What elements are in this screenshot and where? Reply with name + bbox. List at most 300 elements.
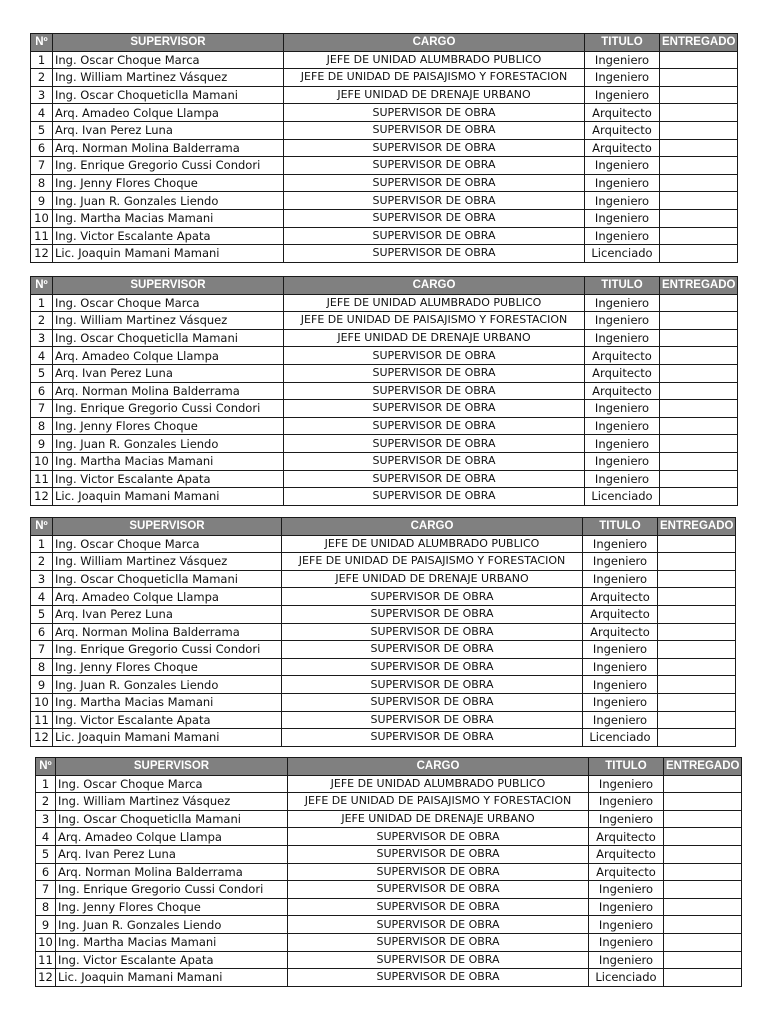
cell-supervisor: Ing. William Martinez Vásquez: [56, 793, 288, 811]
cell-cargo: SUPERVISOR DE OBRA: [282, 676, 583, 694]
table-row: [31, 452, 738, 470]
table-row: [36, 793, 742, 811]
cell-titulo: Ingeniero: [583, 570, 658, 588]
cell-supervisor: Ing. Victor Escalante Apata: [56, 951, 288, 969]
cell-entregado[interactable]: [660, 312, 738, 330]
cell-titulo: Arquitecto: [585, 382, 660, 400]
cell-cargo: SUPERVISOR DE OBRA: [284, 209, 585, 227]
cell-supervisor: Ing. William Martinez Vásquez: [53, 553, 282, 571]
table-row: [36, 933, 742, 951]
cell-num: 5: [31, 121, 53, 139]
cell-entregado[interactable]: [664, 845, 742, 863]
cell-cargo: SUPERVISOR DE OBRA: [284, 139, 585, 157]
cell-entregado[interactable]: [658, 570, 736, 588]
table-row: [36, 969, 742, 987]
cell-titulo: Ingeniero: [583, 641, 658, 659]
cell-cargo: SUPERVISOR DE OBRA: [282, 588, 583, 606]
cell-num: 1: [31, 294, 53, 312]
cell-titulo: Arquitecto: [585, 121, 660, 139]
header-num: Nº: [36, 758, 56, 776]
cell-cargo: SUPERVISOR DE OBRA: [284, 470, 585, 488]
header-num: Nº: [31, 34, 53, 52]
table-header-row: [36, 758, 742, 776]
header-entregado: ENTREGADO: [664, 758, 742, 776]
table-row: [31, 157, 738, 175]
cell-entregado[interactable]: [660, 104, 738, 122]
cell-cargo: SUPERVISOR DE OBRA: [284, 192, 585, 210]
cell-supervisor: Ing. Victor Escalante Apata: [53, 470, 284, 488]
header-cargo: CARGO: [288, 758, 589, 776]
cell-supervisor: Ing. Juan R. Gonzales Liendo: [53, 676, 282, 694]
cell-cargo: SUPERVISOR DE OBRA: [284, 435, 585, 453]
cell-cargo: JEFE UNIDAD DE DRENAJE URBANO: [288, 810, 589, 828]
table-row: [36, 916, 742, 934]
cell-num: 12: [31, 488, 53, 506]
cell-num: 10: [36, 933, 56, 951]
cell-cargo: JEFE UNIDAD DE DRENAJE URBANO: [284, 329, 585, 347]
cell-supervisor: Ing. Oscar Choqueticlla Mamani: [53, 329, 284, 347]
cell-entregado[interactable]: [660, 227, 738, 245]
supervisor-table-2: [30, 276, 738, 506]
cell-titulo: Ingeniero: [585, 435, 660, 453]
cell-cargo: SUPERVISOR DE OBRA: [284, 452, 585, 470]
header-num: Nº: [31, 518, 53, 536]
cell-supervisor: Ing. William Martinez Vásquez: [53, 312, 284, 330]
cell-titulo: Ingeniero: [589, 951, 664, 969]
cell-entregado[interactable]: [664, 881, 742, 899]
table-row: [31, 729, 736, 747]
cell-cargo: SUPERVISOR DE OBRA: [282, 623, 583, 641]
table-header-row: [31, 518, 736, 536]
cell-num: 12: [31, 729, 53, 747]
cell-entregado[interactable]: [664, 863, 742, 881]
cell-supervisor: Ing. Juan R. Gonzales Liendo: [56, 916, 288, 934]
header-cargo: CARGO: [284, 34, 585, 52]
cell-entregado[interactable]: [658, 605, 736, 623]
cell-titulo: Ingeniero: [585, 452, 660, 470]
cell-titulo: Ingeniero: [583, 711, 658, 729]
table-row: [31, 658, 736, 676]
cell-supervisor: Ing. Victor Escalante Apata: [53, 227, 284, 245]
cell-cargo: SUPERVISOR DE OBRA: [284, 104, 585, 122]
cell-num: 3: [31, 329, 53, 347]
cell-supervisor: Ing. Jenny Flores Choque: [53, 174, 284, 192]
cell-num: 9: [36, 916, 56, 934]
cell-titulo: Ingeniero: [585, 174, 660, 192]
cell-supervisor: Arq. Ivan Perez Luna: [53, 364, 284, 382]
cell-entregado[interactable]: [660, 364, 738, 382]
cell-supervisor: Ing. Victor Escalante Apata: [53, 711, 282, 729]
table-row: [31, 588, 736, 606]
cell-supervisor: Ing. Oscar Choqueticlla Mamani: [53, 86, 284, 104]
table-row: [36, 863, 742, 881]
header-entregado: ENTREGADO: [660, 277, 738, 295]
cell-num: 2: [36, 793, 56, 811]
cell-titulo: Ingeniero: [583, 676, 658, 694]
cell-cargo: SUPERVISOR DE OBRA: [288, 881, 589, 899]
cell-entregado[interactable]: [658, 658, 736, 676]
cell-supervisor: Arq. Norman Molina Balderrama: [53, 382, 284, 400]
cell-entregado[interactable]: [664, 951, 742, 969]
cell-supervisor: Ing. Jenny Flores Choque: [53, 417, 284, 435]
cell-titulo: Ingeniero: [585, 312, 660, 330]
cell-titulo: Arquitecto: [589, 828, 664, 846]
cell-supervisor: Ing. Oscar Choqueticlla Mamani: [56, 810, 288, 828]
cell-num: 10: [31, 452, 53, 470]
cell-num: 4: [36, 828, 56, 846]
cell-titulo: Arquitecto: [589, 863, 664, 881]
table-row: [31, 227, 738, 245]
supervisor-table-1: [30, 33, 738, 263]
cell-entregado[interactable]: [664, 810, 742, 828]
cell-entregado[interactable]: [660, 382, 738, 400]
cell-supervisor: Ing. Oscar Choque Marca: [53, 51, 284, 69]
table-row: [31, 245, 738, 263]
cell-titulo: Ingeniero: [585, 69, 660, 87]
cell-supervisor: Ing. Oscar Choqueticlla Mamani: [53, 570, 282, 588]
cell-num: 1: [31, 535, 53, 553]
cell-cargo: JEFE DE UNIDAD DE PAISAJISMO Y FORESTACION: [284, 69, 585, 87]
cell-titulo: Licenciado: [585, 245, 660, 263]
table-row: [31, 294, 738, 312]
table-row: [31, 174, 738, 192]
cell-num: 3: [36, 810, 56, 828]
cell-entregado[interactable]: [660, 470, 738, 488]
cell-entregado[interactable]: [660, 86, 738, 104]
cell-cargo: SUPERVISOR DE OBRA: [282, 641, 583, 659]
cell-entregado[interactable]: [664, 793, 742, 811]
table-row: [36, 775, 742, 793]
cell-num: 5: [36, 845, 56, 863]
cell-cargo: SUPERVISOR DE OBRA: [282, 658, 583, 676]
header-titulo: TITULO: [585, 34, 660, 52]
cell-cargo: JEFE DE UNIDAD ALUMBRADO PUBLICO: [284, 51, 585, 69]
supervisor-table-3: [30, 517, 736, 747]
cell-titulo: Ingeniero: [585, 51, 660, 69]
cell-num: 10: [31, 209, 53, 227]
cell-titulo: Ingeniero: [585, 400, 660, 418]
cell-entregado[interactable]: [658, 553, 736, 571]
cell-entregado[interactable]: [658, 588, 736, 606]
table-row: [31, 417, 738, 435]
cell-entregado[interactable]: [664, 969, 742, 987]
cell-titulo: Ingeniero: [585, 470, 660, 488]
cell-titulo: Arquitecto: [583, 605, 658, 623]
cell-num: 3: [31, 570, 53, 588]
cell-cargo: SUPERVISOR DE OBRA: [284, 227, 585, 245]
cell-num: 6: [36, 863, 56, 881]
header-num: Nº: [31, 277, 53, 295]
cell-cargo: SUPERVISOR DE OBRA: [284, 382, 585, 400]
table-row: [31, 382, 738, 400]
cell-titulo: Licenciado: [583, 729, 658, 747]
cell-entregado[interactable]: [660, 157, 738, 175]
cell-supervisor: Ing. Juan R. Gonzales Liendo: [53, 435, 284, 453]
cell-num: 8: [31, 174, 53, 192]
cell-num: 2: [31, 69, 53, 87]
cell-cargo: SUPERVISOR DE OBRA: [282, 693, 583, 711]
cell-cargo: SUPERVISOR DE OBRA: [288, 969, 589, 987]
cell-supervisor: Arq. Norman Molina Balderrama: [56, 863, 288, 881]
table-row: [31, 329, 738, 347]
cell-entregado[interactable]: [660, 347, 738, 365]
cell-entregado[interactable]: [660, 174, 738, 192]
cell-supervisor: Ing. Enrique Gregorio Cussi Condori: [53, 157, 284, 175]
cell-titulo: Ingeniero: [583, 553, 658, 571]
cell-entregado[interactable]: [660, 245, 738, 263]
cell-cargo: SUPERVISOR DE OBRA: [284, 488, 585, 506]
cell-cargo: JEFE DE UNIDAD ALUMBRADO PUBLICO: [284, 294, 585, 312]
cell-titulo: Ingeniero: [589, 933, 664, 951]
cell-entregado[interactable]: [664, 898, 742, 916]
cell-supervisor: Ing. Jenny Flores Choque: [53, 658, 282, 676]
table-row: [31, 312, 738, 330]
header-supervisor: SUPERVISOR: [53, 277, 284, 295]
cell-supervisor: Arq. Amadeo Colque Llampa: [53, 347, 284, 365]
cell-entregado[interactable]: [660, 294, 738, 312]
cell-cargo: JEFE DE UNIDAD ALUMBRADO PUBLICO: [282, 535, 583, 553]
cell-num: 11: [31, 711, 53, 729]
cell-supervisor: Arq. Amadeo Colque Llampa: [56, 828, 288, 846]
cell-entregado[interactable]: [658, 711, 736, 729]
cell-supervisor: Ing. Jenny Flores Choque: [56, 898, 288, 916]
cell-num: 4: [31, 347, 53, 365]
cell-cargo: SUPERVISOR DE OBRA: [284, 157, 585, 175]
table-row: [36, 898, 742, 916]
cell-supervisor: Ing. Oscar Choque Marca: [53, 294, 284, 312]
cell-entregado[interactable]: [660, 51, 738, 69]
table-row: [31, 641, 736, 659]
cell-entregado[interactable]: [664, 916, 742, 934]
cell-num: 9: [31, 435, 53, 453]
table-row: [31, 711, 736, 729]
table-row: [31, 139, 738, 157]
cell-num: 7: [36, 881, 56, 899]
table-row: [36, 845, 742, 863]
cell-cargo: JEFE DE UNIDAD DE PAISAJISMO Y FORESTACION: [282, 553, 583, 571]
table-row: [31, 104, 738, 122]
cell-titulo: Arquitecto: [585, 364, 660, 382]
cell-titulo: Ingeniero: [589, 793, 664, 811]
cell-supervisor: Lic. Joaquin Mamani Mamani: [53, 488, 284, 506]
cell-supervisor: Ing. Oscar Choque Marca: [53, 535, 282, 553]
cell-entregado[interactable]: [660, 209, 738, 227]
cell-titulo: Ingeniero: [583, 693, 658, 711]
table-row: [31, 570, 736, 588]
cell-entregado[interactable]: [660, 139, 738, 157]
cell-cargo: JEFE DE UNIDAD DE PAISAJISMO Y FORESTACION: [288, 793, 589, 811]
cell-titulo: Ingeniero: [589, 881, 664, 899]
cell-entregado[interactable]: [664, 775, 742, 793]
cell-entregado[interactable]: [660, 452, 738, 470]
table-row: [36, 881, 742, 899]
cell-entregado[interactable]: [664, 828, 742, 846]
table-row: [31, 676, 736, 694]
cell-num: 2: [31, 312, 53, 330]
cell-num: 11: [31, 470, 53, 488]
cell-cargo: JEFE DE UNIDAD DE PAISAJISMO Y FORESTACION: [284, 312, 585, 330]
cell-supervisor: Ing. Enrique Gregorio Cussi Condori: [53, 641, 282, 659]
cell-supervisor: Arq. Ivan Perez Luna: [56, 845, 288, 863]
cell-supervisor: Ing. Martha Macias Mamani: [53, 452, 284, 470]
cell-cargo: SUPERVISOR DE OBRA: [288, 951, 589, 969]
cell-supervisor: Ing. Enrique Gregorio Cussi Condori: [56, 881, 288, 899]
cell-supervisor: Ing. Martha Macias Mamani: [53, 693, 282, 711]
cell-cargo: JEFE UNIDAD DE DRENAJE URBANO: [284, 86, 585, 104]
table-row: [31, 488, 738, 506]
header-cargo: CARGO: [282, 518, 583, 536]
cell-supervisor: Ing. Juan R. Gonzales Liendo: [53, 192, 284, 210]
cell-titulo: Ingeniero: [583, 658, 658, 676]
cell-titulo: Ingeniero: [589, 916, 664, 934]
table-row: [36, 828, 742, 846]
cell-cargo: SUPERVISOR DE OBRA: [282, 729, 583, 747]
cell-num: 11: [36, 951, 56, 969]
cell-num: 6: [31, 623, 53, 641]
cell-entregado[interactable]: [660, 400, 738, 418]
cell-titulo: Arquitecto: [585, 104, 660, 122]
cell-num: 8: [36, 898, 56, 916]
cell-titulo: Licenciado: [589, 969, 664, 987]
cell-entregado[interactable]: [658, 623, 736, 641]
table-row: [31, 470, 738, 488]
cell-cargo: SUPERVISOR DE OBRA: [288, 828, 589, 846]
cell-titulo: Ingeniero: [585, 227, 660, 245]
cell-entregado[interactable]: [658, 641, 736, 659]
cell-num: 6: [31, 382, 53, 400]
cell-cargo: SUPERVISOR DE OBRA: [284, 245, 585, 263]
supervisor-table-4: [35, 757, 742, 987]
cell-entregado[interactable]: [658, 729, 736, 747]
header-supervisor: SUPERVISOR: [53, 518, 282, 536]
cell-entregado[interactable]: [660, 329, 738, 347]
cell-entregado[interactable]: [660, 121, 738, 139]
cell-entregado[interactable]: [658, 535, 736, 553]
cell-num: 8: [31, 658, 53, 676]
cell-cargo: JEFE UNIDAD DE DRENAJE URBANO: [282, 570, 583, 588]
cell-entregado[interactable]: [658, 693, 736, 711]
cell-titulo: Ingeniero: [583, 535, 658, 553]
cell-num: 11: [31, 227, 53, 245]
table-row: [31, 605, 736, 623]
cell-num: 12: [36, 969, 56, 987]
cell-cargo: SUPERVISOR DE OBRA: [288, 898, 589, 916]
header-entregado: ENTREGADO: [660, 34, 738, 52]
cell-num: 12: [31, 245, 53, 263]
cell-num: 1: [31, 51, 53, 69]
cell-num: 4: [31, 104, 53, 122]
header-titulo: TITULO: [585, 277, 660, 295]
cell-titulo: Arquitecto: [583, 588, 658, 606]
cell-num: 1: [36, 775, 56, 793]
cell-supervisor: Arq. Amadeo Colque Llampa: [53, 104, 284, 122]
cell-cargo: SUPERVISOR DE OBRA: [288, 863, 589, 881]
cell-cargo: SUPERVISOR DE OBRA: [284, 121, 585, 139]
table-header-row: [31, 34, 738, 52]
cell-titulo: Arquitecto: [589, 845, 664, 863]
cell-supervisor: Ing. Martha Macias Mamani: [56, 933, 288, 951]
table-row: [36, 951, 742, 969]
cell-cargo: SUPERVISOR DE OBRA: [282, 605, 583, 623]
cell-num: 9: [31, 192, 53, 210]
cell-num: 7: [31, 641, 53, 659]
cell-cargo: SUPERVISOR DE OBRA: [284, 347, 585, 365]
cell-entregado[interactable]: [660, 417, 738, 435]
table-row: [31, 553, 736, 571]
table-row: [31, 435, 738, 453]
cell-titulo: Ingeniero: [585, 192, 660, 210]
table-row: [31, 209, 738, 227]
cell-supervisor: Lic. Joaquin Mamani Mamani: [56, 969, 288, 987]
cell-entregado[interactable]: [660, 69, 738, 87]
table-row: [31, 51, 738, 69]
cell-entregado[interactable]: [660, 192, 738, 210]
cell-entregado[interactable]: [664, 933, 742, 951]
cell-num: 9: [31, 676, 53, 694]
header-entregado: ENTREGADO: [658, 518, 736, 536]
cell-titulo: Ingeniero: [585, 157, 660, 175]
cell-num: 7: [31, 157, 53, 175]
header-titulo: TITULO: [583, 518, 658, 536]
cell-supervisor: Ing. Martha Macias Mamani: [53, 209, 284, 227]
cell-titulo: Ingeniero: [589, 775, 664, 793]
cell-num: 5: [31, 605, 53, 623]
cell-cargo: SUPERVISOR DE OBRA: [288, 933, 589, 951]
cell-supervisor: Ing. Oscar Choque Marca: [56, 775, 288, 793]
header-titulo: TITULO: [589, 758, 664, 776]
cell-titulo: Arquitecto: [585, 139, 660, 157]
cell-supervisor: Ing. William Martinez Vásquez: [53, 69, 284, 87]
table-row: [31, 364, 738, 382]
cell-num: 2: [31, 553, 53, 571]
cell-titulo: Ingeniero: [585, 86, 660, 104]
cell-titulo: Arquitecto: [585, 347, 660, 365]
table-row: [31, 400, 738, 418]
cell-entregado[interactable]: [658, 676, 736, 694]
cell-num: 10: [31, 693, 53, 711]
cell-entregado[interactable]: [660, 488, 738, 506]
cell-cargo: SUPERVISOR DE OBRA: [284, 417, 585, 435]
table-header-row: [31, 277, 738, 295]
table-row: [31, 623, 736, 641]
header-cargo: CARGO: [284, 277, 585, 295]
cell-cargo: SUPERVISOR DE OBRA: [288, 845, 589, 863]
header-supervisor: SUPERVISOR: [53, 34, 284, 52]
table-row: [31, 192, 738, 210]
cell-cargo: SUPERVISOR DE OBRA: [288, 916, 589, 934]
cell-num: 4: [31, 588, 53, 606]
cell-cargo: SUPERVISOR DE OBRA: [284, 400, 585, 418]
table-row: [31, 535, 736, 553]
cell-entregado[interactable]: [660, 435, 738, 453]
table-row: [31, 121, 738, 139]
table-row: [31, 69, 738, 87]
cell-titulo: Ingeniero: [589, 810, 664, 828]
cell-titulo: Ingeniero: [585, 329, 660, 347]
cell-supervisor: Arq. Amadeo Colque Llampa: [53, 588, 282, 606]
cell-cargo: JEFE DE UNIDAD ALUMBRADO PUBLICO: [288, 775, 589, 793]
cell-titulo: Ingeniero: [585, 417, 660, 435]
table-row: [31, 347, 738, 365]
cell-num: 7: [31, 400, 53, 418]
cell-supervisor: Ing. Enrique Gregorio Cussi Condori: [53, 400, 284, 418]
cell-titulo: Ingeniero: [585, 209, 660, 227]
cell-num: 5: [31, 364, 53, 382]
cell-cargo: SUPERVISOR DE OBRA: [282, 711, 583, 729]
cell-titulo: Ingeniero: [589, 898, 664, 916]
cell-num: 8: [31, 417, 53, 435]
table-row: [31, 693, 736, 711]
